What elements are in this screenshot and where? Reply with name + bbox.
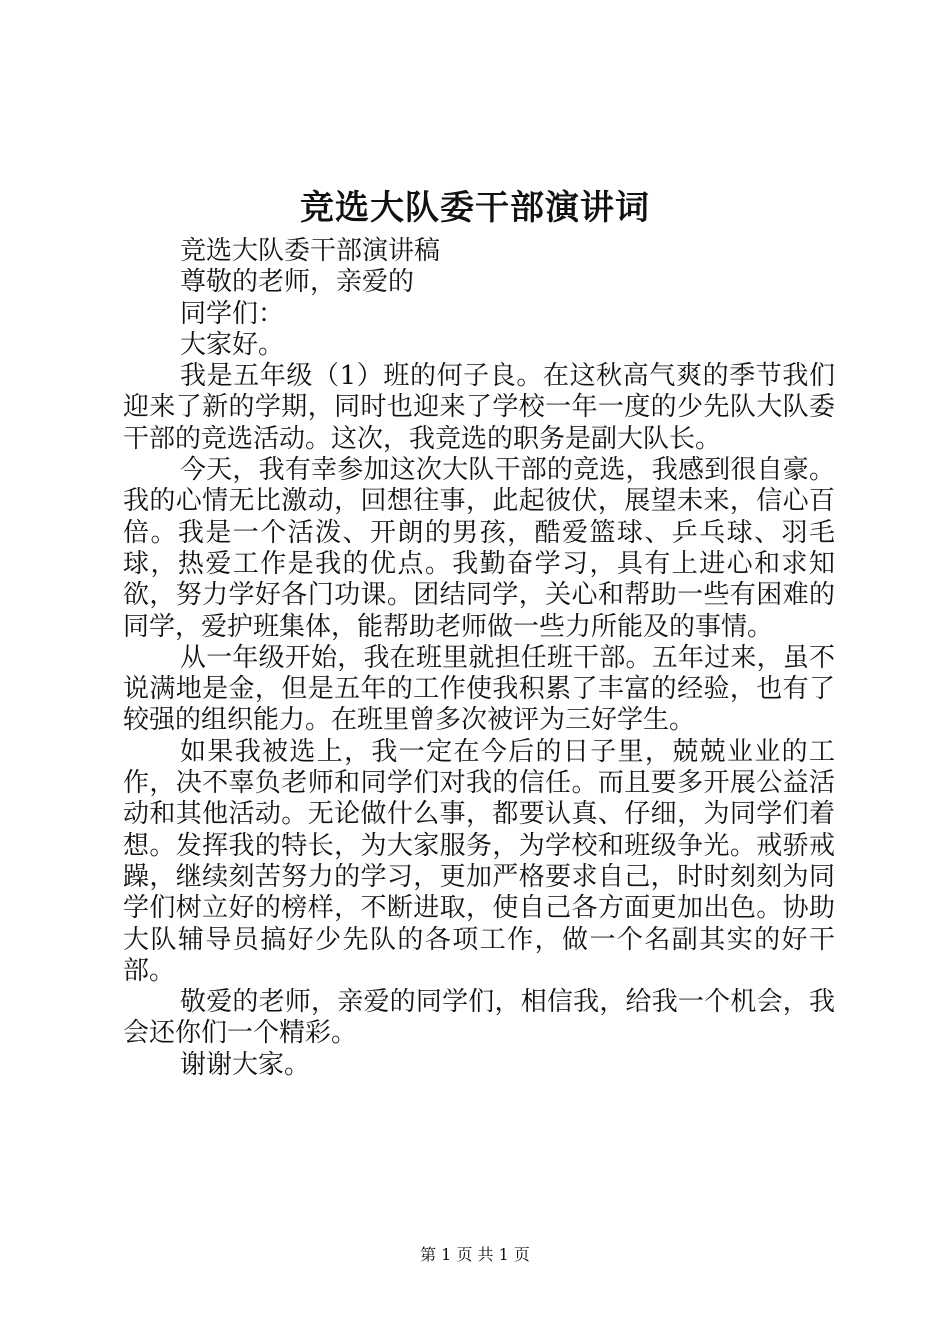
paragraph: 竞选大队委干部演讲稿 — [180, 236, 441, 266]
paragraph: 谢谢大家。 — [180, 1049, 311, 1080]
paragraph: 大家好。 — [180, 329, 285, 360]
paragraph: 从一年级开始，我在班里就担任班干部。五年过来，虽不说满地是金，但是五年的工作使我积累了丰富的经验，也有了较强的组织能力。在班里曾多次被评为三好学生。 — [123, 642, 835, 736]
paragraph: 敬爱的老师，亲爱的同学们，相信我，给我一个机会，我会还你们一个精彩。 — [123, 987, 835, 1049]
paragraph: 同学们： — [180, 298, 285, 329]
paragraph: 我是五年级（1）班的何子良。在这秋高气爽的季节我们迎来了新的学期，同时也迎来了学校一年一度的少先队大队委干部的竞选活动。这次，我竞选的职务是副大队长。 — [123, 361, 835, 454]
paragraph: 今天，我有幸参加这次大队干部的竞选，我感到很自豪。我的心情无比激动，回想往事，此起彼伏，展望未来，信心百倍。我是一个活泼、开朗的男孩，酷爱篮球、乒乓球、羽毛球，热爱工作是我的优点。我勤奋学习，具有上进心和求知欲，努力学好各门功课。团结同学，关心和帮助一些有困难的同学，爱护班集体，能帮助老师做一些力所能及的事情。 — [123, 455, 835, 642]
document-body — [123, 236, 835, 1081]
page-footer: 第 1 页 共 1 页 — [420, 1245, 530, 1264]
paragraph: 如果我被选上，我一定在今后的日子里，兢兢业业的工作，决不辜负老师和同学们对我的信任。而且要多开展公益活动和其他活动。无论做什么事，都要认真、仔细，为同学们着想。发挥我的特长，为大家服务，为学校和班级争光。戒骄戒躁，继续刻苦努力的学习，更加严格要求自己，时时刻刻为同学们树立好的榜样，不断进取，使自己各方面更加出色。协助大队辅导员搞好少先队的各项工作，做一个名副其实的好干部。 — [123, 736, 835, 986]
paragraph: 尊敬的老师，亲爱的 — [180, 267, 415, 298]
document-title: 竞选大队委干部演讲词 — [300, 188, 650, 228]
